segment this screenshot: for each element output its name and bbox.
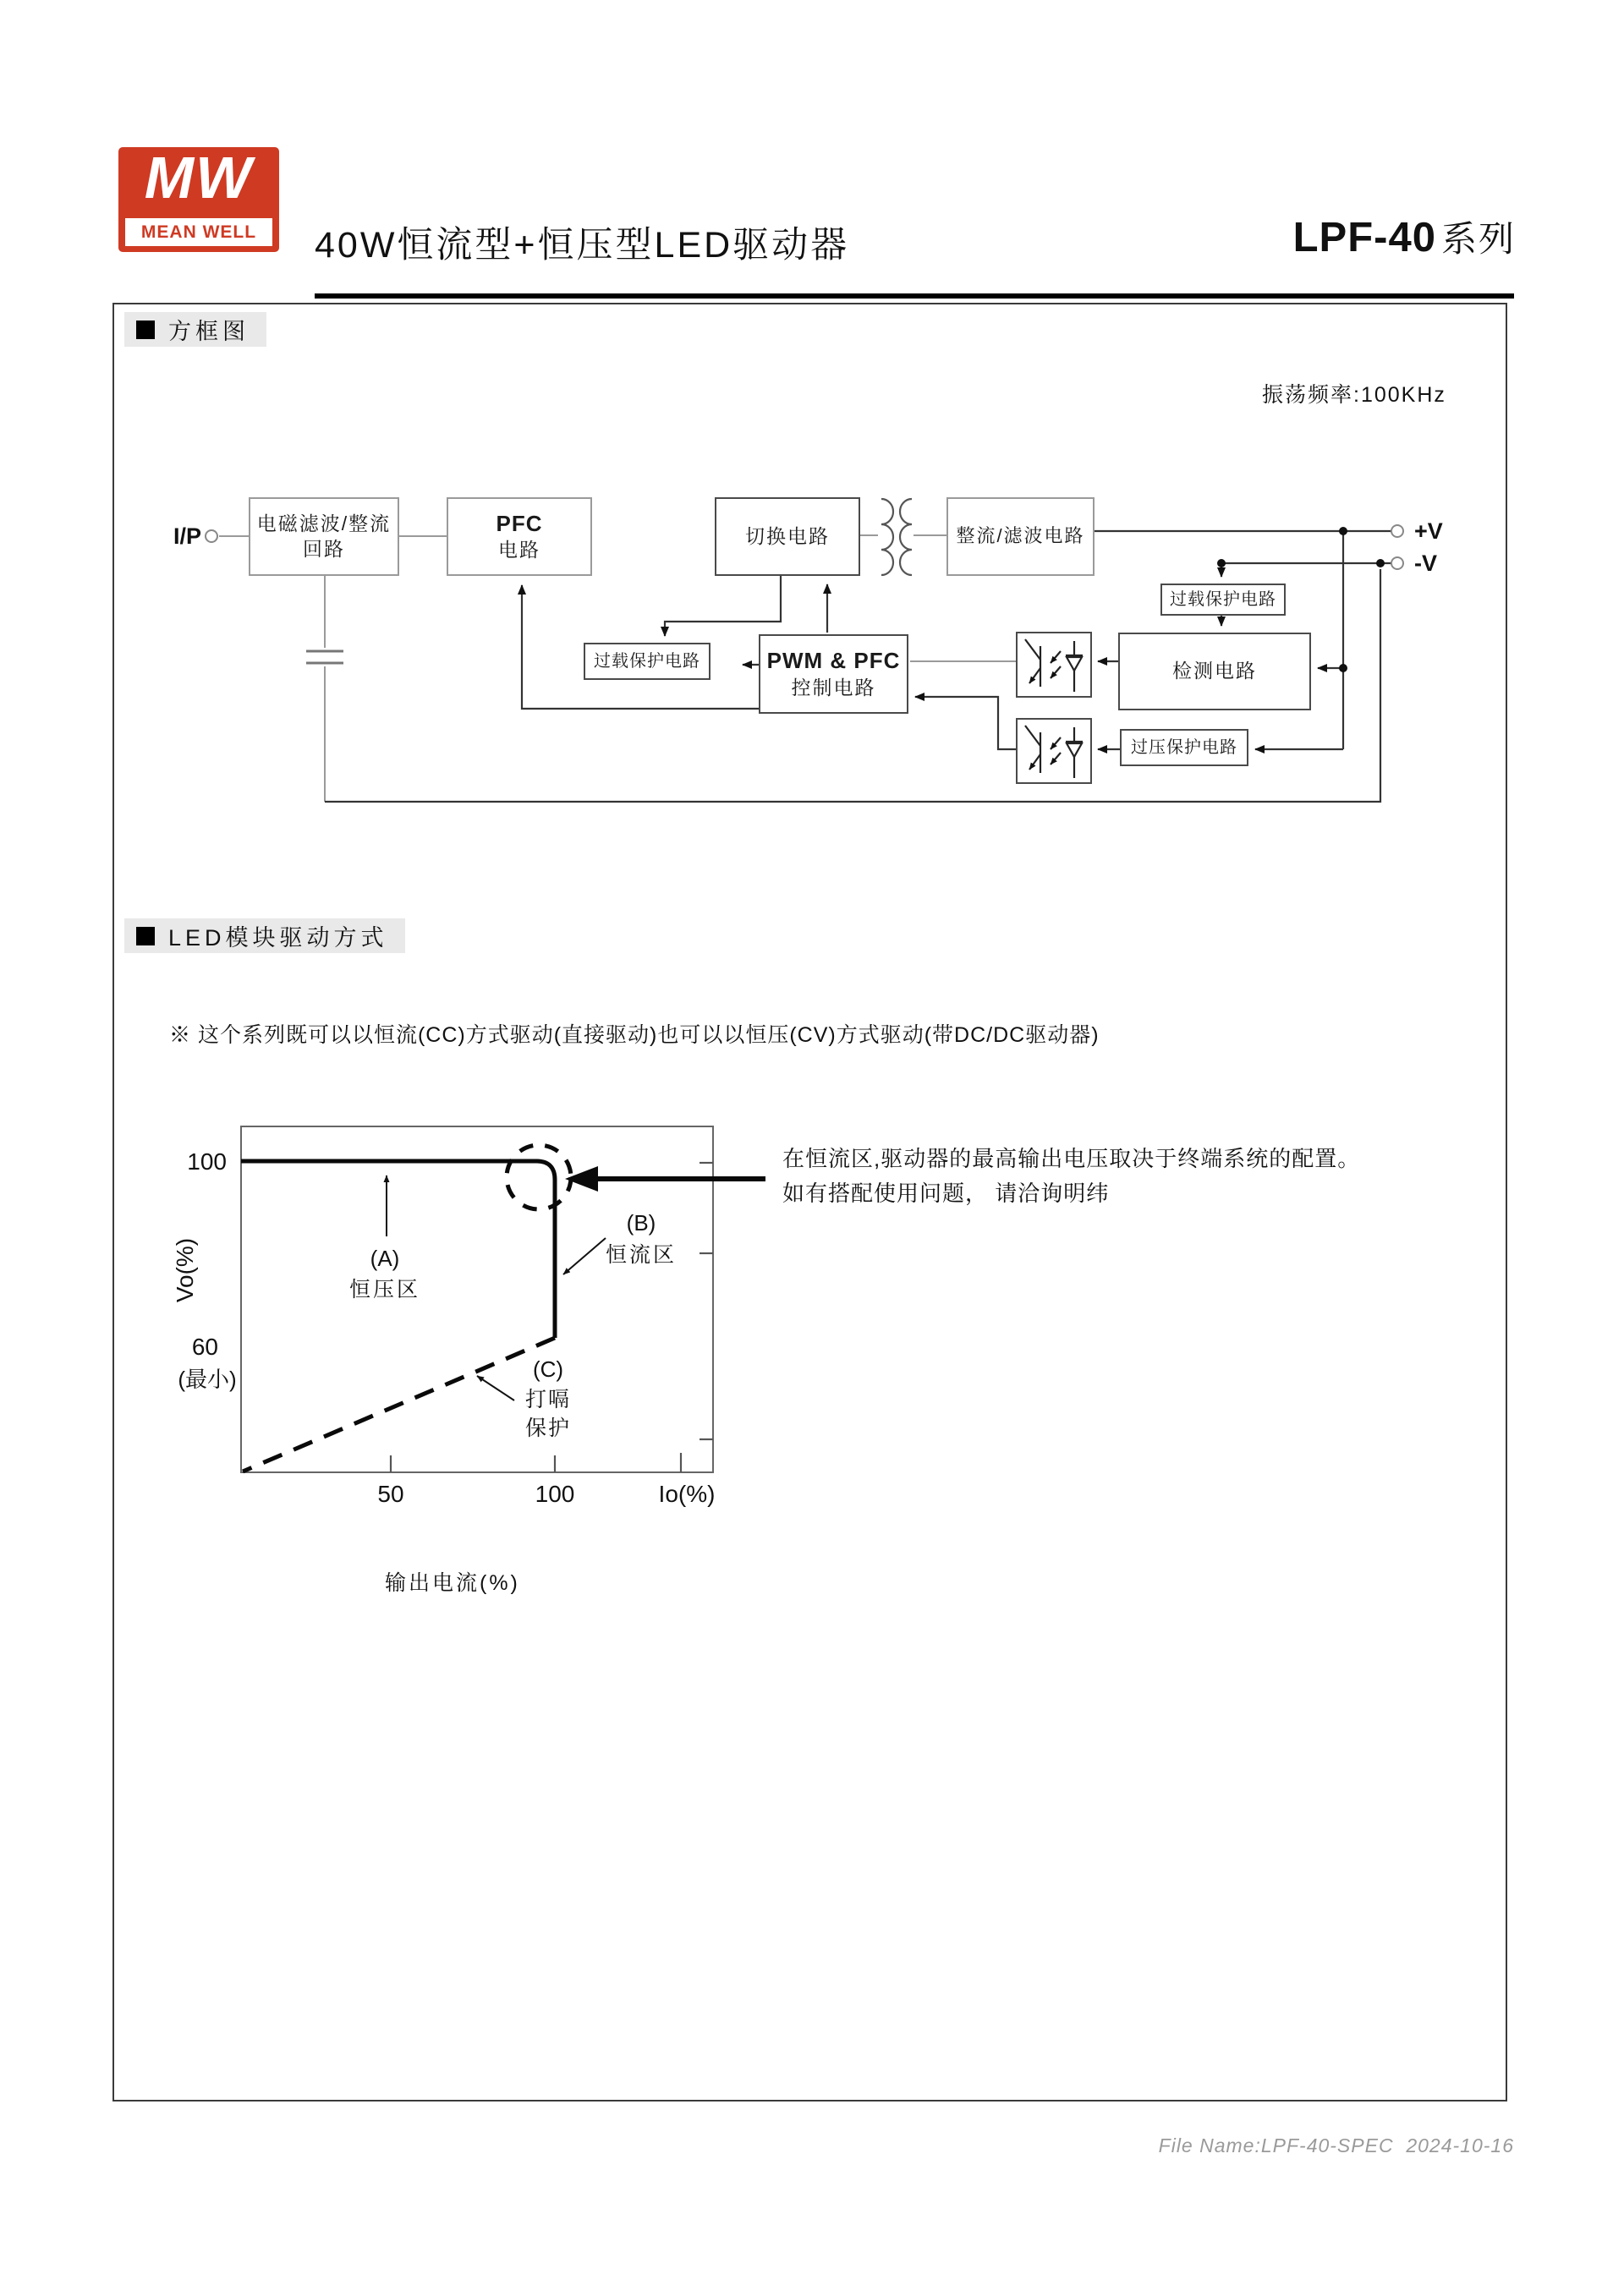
title-underline	[315, 293, 1514, 299]
vminus-label: -V	[1414, 551, 1437, 576]
section-block-diagram	[124, 312, 266, 347]
ytick-min-note: (最小)	[178, 1367, 237, 1392]
section-led-drive	[124, 918, 405, 953]
region-b-label: 恒流区	[605, 1243, 678, 1267]
box-rectifier-filter	[946, 497, 1095, 576]
region-a-label: 恒压区	[348, 1278, 421, 1301]
series-suffix: 系列	[1440, 219, 1516, 259]
input-terminal-label: I/P	[173, 523, 201, 549]
box-label: 回路	[303, 537, 345, 560]
y-axis-label: Vo(%)	[172, 1237, 198, 1303]
box-pfc	[447, 497, 592, 576]
box-label: 整流/滤波电路	[956, 525, 1085, 547]
box-pwm-pfc-control	[759, 634, 908, 714]
box-label: PWM & PFC	[766, 648, 901, 674]
x-axis-caption: 输出电流(%)	[385, 1571, 520, 1595]
section-label: 方框图	[168, 319, 250, 344]
section-label: LED模块驱动方式	[168, 925, 388, 951]
box-label: 过载保护电路	[594, 652, 700, 671]
page-title: 40W恒流型+恒压型LED驱动器	[315, 225, 850, 266]
region-c-label1: 打嗝	[524, 1388, 572, 1411]
oscillator-frequency-note: 振荡频率:100KHz	[1262, 383, 1446, 407]
box-ovp	[1120, 729, 1248, 766]
series-name: LPF-40	[1292, 215, 1436, 260]
box-switching	[715, 497, 860, 576]
section-bullet-icon	[136, 321, 155, 339]
logo-monogram: MW	[144, 145, 254, 211]
ytick-100: 100	[187, 1148, 227, 1175]
file-info: File Name:LPF-40-SPEC 2024-10-16	[1158, 2134, 1514, 2156]
box-label: 检测电路	[1172, 660, 1257, 682]
region-a-id: (A)	[370, 1246, 400, 1271]
vplus-label: +V	[1414, 518, 1443, 544]
box-detection	[1118, 633, 1311, 710]
box-label: 过载保护电路	[1170, 590, 1276, 609]
chart-annotation-line1: 在恒流区,驱动器的最高输出电压取决于终端系统的配置。	[782, 1146, 1361, 1171]
box-label: 电磁滤波/整流	[256, 512, 392, 534]
section-bullet-icon	[136, 927, 155, 945]
meanwell-logo	[118, 147, 279, 252]
region-c-id: (C)	[532, 1356, 564, 1382]
chart-annotation	[782, 1142, 1360, 1211]
ytick-60: 60	[191, 1334, 218, 1360]
box-label: 控制电路	[791, 676, 876, 699]
cc-cv-note: ※ 这个系列既可以以恒流(CC)方式驱动(直接驱动)也可以以恒压(CV)方式驱动(带DC/DC驱动器)	[169, 1023, 1100, 1047]
xtick-50: 50	[377, 1481, 404, 1507]
box-label: 电路	[498, 539, 540, 562]
series-title	[1293, 211, 1516, 262]
region-b-id: (B)	[626, 1210, 656, 1236]
x-axis-label: Io(%)	[658, 1481, 716, 1507]
xtick-100: 100	[535, 1481, 575, 1507]
box-label: PFC	[496, 510, 543, 536]
box-overload-protection-right	[1160, 584, 1286, 616]
region-c-label2: 保护	[524, 1417, 572, 1440]
chart-annotation-line2: 如有搭配使用问题， 请洽询明纬	[782, 1181, 1110, 1206]
box-emi-filter	[249, 497, 399, 576]
box-label: 过压保护电路	[1131, 738, 1237, 757]
box-overload-protection-left	[584, 643, 710, 680]
logo-wordmark: MEAN WELL	[140, 222, 257, 242]
logo-wordmark-band	[125, 218, 272, 246]
box-label: 切换电路	[745, 524, 830, 547]
